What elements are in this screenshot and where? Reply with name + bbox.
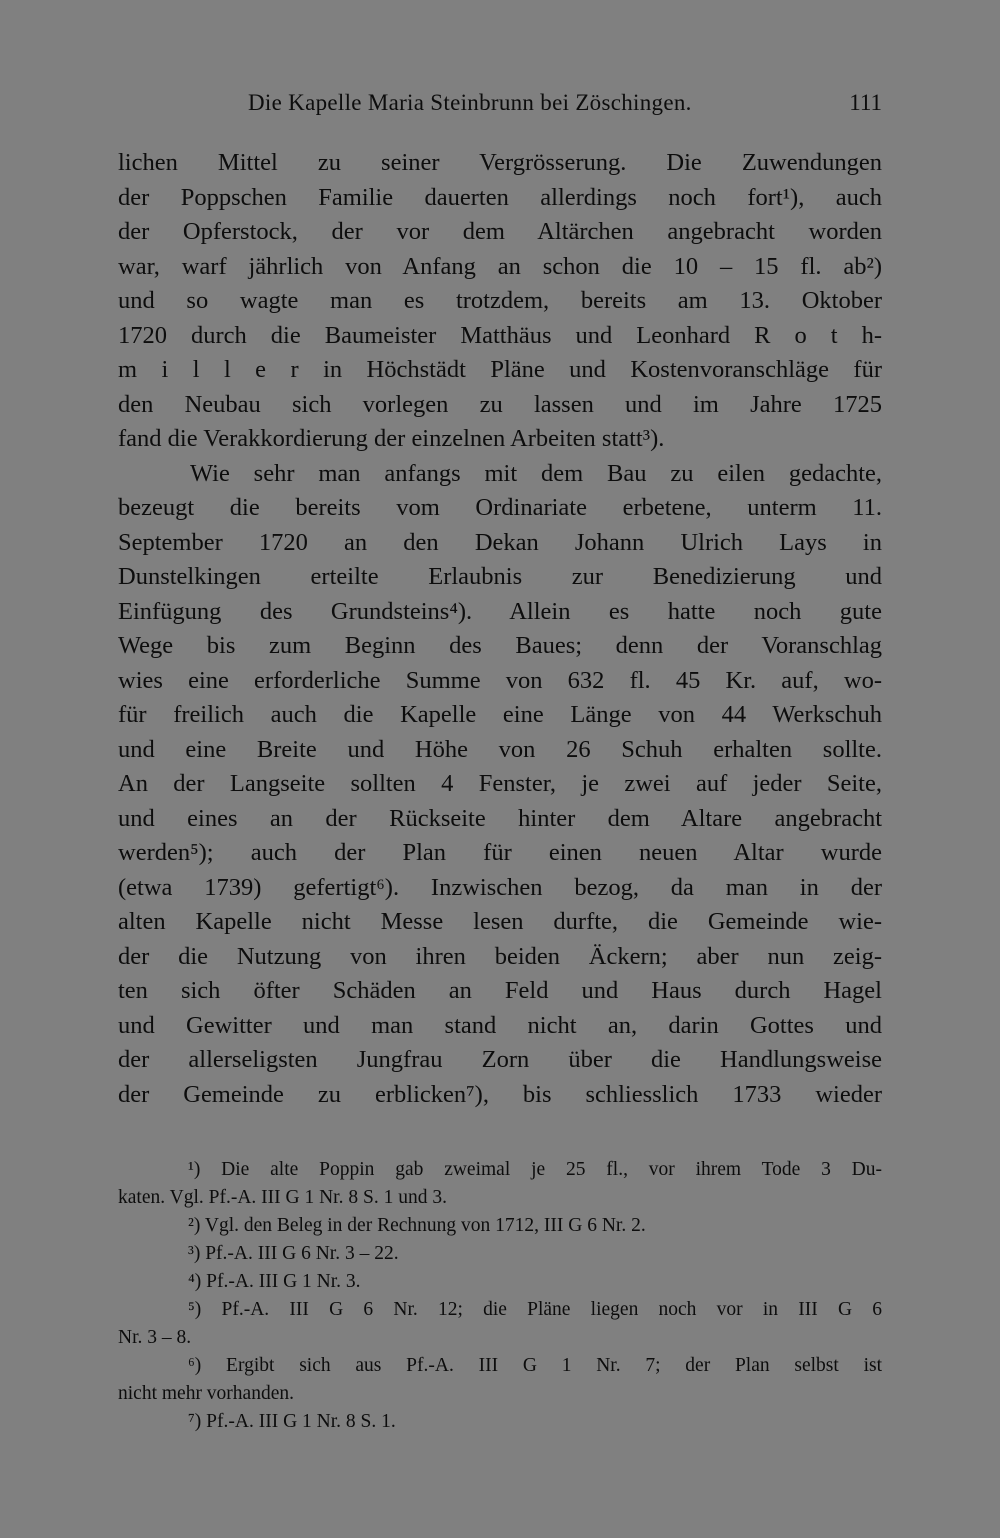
footnote-line: Nr. 3 – 8.: [118, 1327, 192, 1348]
text-line: Einfügung des Grundsteins⁴). Allein es hatte noch gute: [118, 597, 882, 625]
footnote-line: ⁷) Pf.-A. III G 1 Nr. 8 S. 1.: [188, 1411, 396, 1432]
page-header: [118, 90, 882, 124]
text-line: der Opferstock, der vor dem Altärchen angebracht worden: [118, 218, 882, 245]
text-line: der allerseligsten Jungfrau Zorn über die Handlungsweise: [118, 1046, 882, 1073]
footnote-line: nicht mehr vorhanden.: [118, 1383, 294, 1404]
text-line: An der Langseite sollten 4 Fenster, je zwei auf jeder Seite,: [118, 770, 882, 797]
text-line: der Poppschen Familie dauerten allerdings noch fort¹), auch: [118, 183, 882, 211]
text-line: der Gemeinde zu erblicken⁷), bis schliesslich 1733 wieder: [118, 1080, 882, 1108]
text-line: und eines an der Rückseite hinter dem Altare angebracht: [118, 804, 882, 832]
text-line: ten sich öfter Schäden an Feld und Haus durch Hagel: [118, 977, 882, 1004]
text-line: und Gewitter und man stand nicht an, darin Gottes und: [118, 1011, 882, 1039]
footnote-line: ¹) Die alte Poppin gab zweimal je 25 fl., vor ihrem Tode 3 Du-: [188, 1159, 882, 1180]
footnote-line: katen. Vgl. Pf.-A. III G 1 Nr. 8 S. 1 und 3.: [118, 1187, 447, 1208]
text-line: Wie sehr man anfangs mit dem Bau zu eilen gedachte,: [190, 459, 882, 487]
text-line: für freilich auch die Kapelle eine Länge von 44 Werkschuh: [118, 701, 882, 728]
text-line: Dunstelkingen erteilte Erlaubnis zur Benedizierung und: [118, 563, 882, 590]
text-line: und so wagte man es trotzdem, bereits am 13. Oktober: [118, 287, 882, 314]
footnote-line: ⁶) Ergibt sich aus Pf.-A. III G 1 Nr. 7; der Plan selbst ist: [188, 1355, 882, 1376]
text-line: den Neubau sich vorlegen zu lassen und im Jahre 1725: [118, 390, 882, 418]
text-line: September 1720 an den Dekan Johann Ulrich Lays in: [118, 528, 882, 556]
text-line: war, warf jährlich von Anfang an schon die 10 – 15 fl. ab²): [118, 252, 882, 280]
text-line: der die Nutzung von ihren beiden Äckern; aber nun zeig-: [118, 942, 882, 970]
footnote-line: ²) Vgl. den Beleg in der Rechnung von 1712, III G 6 Nr. 2.: [188, 1215, 646, 1236]
text-line: lichen Mittel zu seiner Vergrösserung. Die Zuwendungen: [118, 149, 882, 176]
footnotes: [118, 1156, 882, 1436]
text-line: alten Kapelle nicht Messe lesen durfte, die Gemeinde wie-: [118, 908, 882, 935]
footnote-line: ⁴) Pf.-A. III G 1 Nr. 3.: [188, 1271, 361, 1292]
footnote-line: ³) Pf.-A. III G 6 Nr. 3 – 22.: [188, 1243, 399, 1264]
page-number: 111: [849, 90, 882, 115]
running-title: Die Kapelle Maria Steinbrunn bei Zöschingen.: [248, 90, 692, 115]
text-line: fand die Verakkordierung der einzelnen Arbeiten statt³).: [118, 425, 665, 452]
text-line: 1720 durch die Baumeister Matthäus und Leonhard R o t h-: [118, 321, 882, 349]
text-line: wies eine erforderliche Summe von 632 fl. 45 Kr. auf, wo-: [118, 666, 882, 694]
text-line: bezeugt die bereits vom Ordinariate erbetene, unterm 11.: [118, 494, 882, 521]
footnote-line: ⁵) Pf.-A. III G 6 Nr. 12; die Pläne liegen noch vor in III G 6: [188, 1299, 882, 1320]
text-line: (etwa 1739) gefertigt⁶). Inzwischen bezog, da man in der: [118, 873, 882, 901]
text-line: Wege bis zum Beginn des Baues; denn der Voranschlag: [118, 632, 882, 659]
text-line: werden⁵); auch der Plan für einen neuen Altar wurde: [118, 839, 882, 866]
main-text: [118, 146, 882, 1112]
text-line: und eine Breite und Höhe von 26 Schuh erhalten sollte.: [118, 735, 882, 763]
text-line: m i l l e r in Höchstädt Pläne und Kostenvoranschläge für: [118, 356, 882, 383]
